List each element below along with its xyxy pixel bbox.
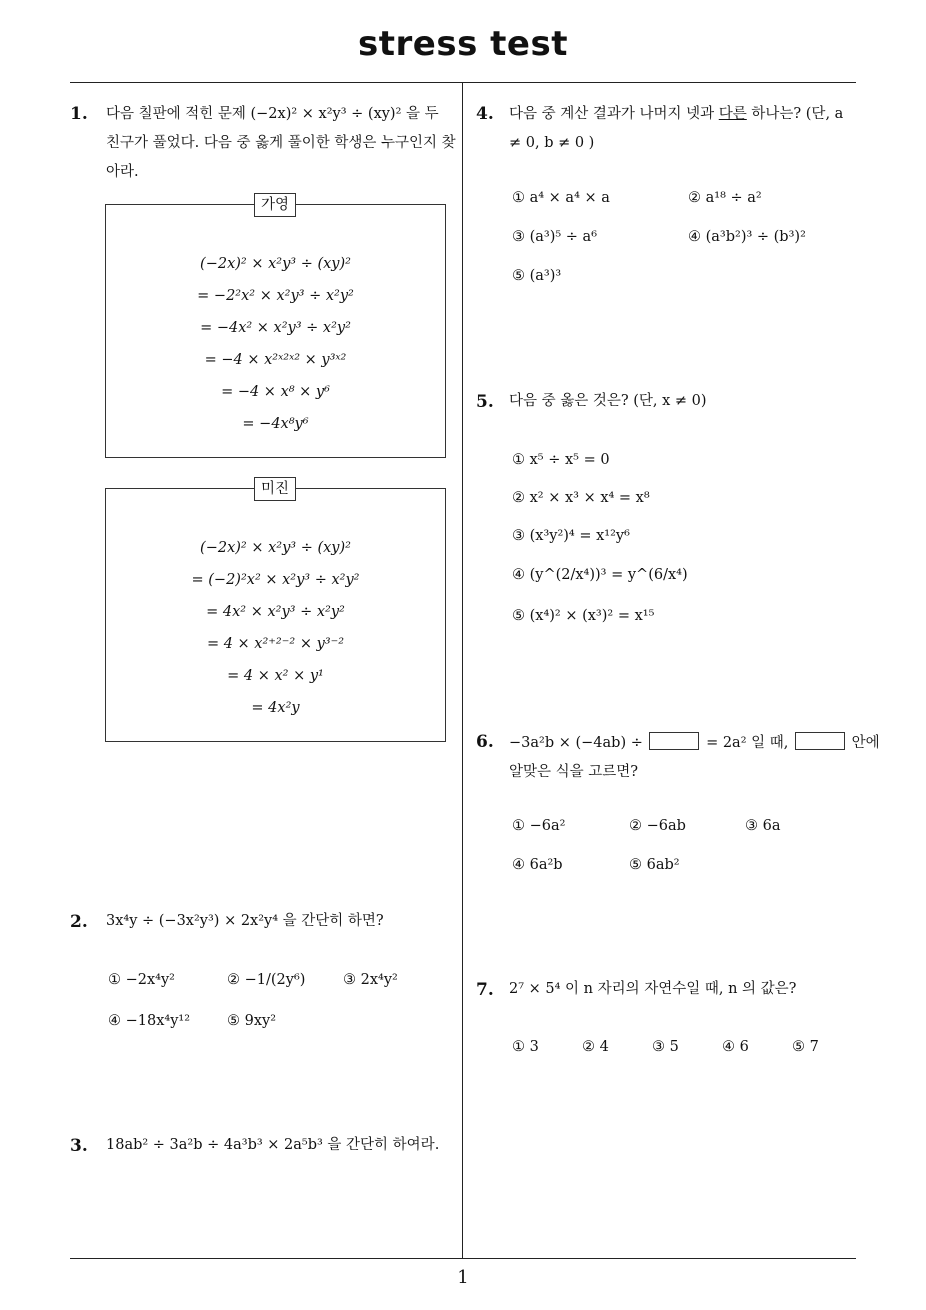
mijin-line-2: = (−2)²x² × x²y³ ÷ x²y² xyxy=(191,572,360,588)
question-5-text: 다음 중 옳은 것은? (단, x ≠ 0) xyxy=(509,393,707,409)
q6-expression: −3a²b × (−4ab) ÷ xyxy=(509,735,643,751)
q2-option-3[interactable]: ③ 2x⁴y² xyxy=(343,972,398,988)
column-divider xyxy=(462,83,463,1258)
q4-option-4[interactable]: ④ (a³b²)³ ÷ (b³)² xyxy=(688,229,806,245)
question-2-number: 2. xyxy=(70,912,88,932)
q6-option-1[interactable]: ① −6a² xyxy=(512,818,566,834)
q5-option-5[interactable]: ⑤ (x⁴)² × (x³)² = x¹⁵ xyxy=(512,608,655,624)
q2-option-4[interactable]: ④ −18x⁴y¹² xyxy=(108,1013,191,1029)
question-7-text: 2⁷ × 5⁴ 이 n 자리의 자연수일 때, n 의 값은? xyxy=(509,981,797,997)
gayoung-line-4: = −4 × x²ˣ²ˣ² × y³ˣ² xyxy=(204,352,347,368)
mijin-line-5: = 4 × x² × y¹ xyxy=(227,668,324,684)
question-6-number: 6. xyxy=(476,732,494,752)
mijin-line-3: = 4x² × x²y³ ÷ x²y² xyxy=(206,604,345,620)
q4-text-end: 하나는? (단, a ≠ 0, b ≠ 0 ) xyxy=(509,106,844,151)
q6-option-5[interactable]: ⑤ 6ab² xyxy=(629,857,680,873)
mijin-line-6: = 4x²y xyxy=(251,700,300,716)
q5-option-2[interactable]: ② x² × x³ × x⁴ = x⁸ xyxy=(512,490,650,506)
q5-option-1[interactable]: ① x⁵ ÷ x⁵ = 0 xyxy=(512,452,610,468)
q2-option-1[interactable]: ① −2x⁴y² xyxy=(108,972,175,988)
solution-box-mijin xyxy=(105,481,446,742)
q5-option-4[interactable]: ④ (y^(2/x⁴))³ = y^(6/x⁴) xyxy=(512,567,688,583)
question-6-text-line-2: 알맞은 식을 고르면? xyxy=(509,764,639,780)
gayoung-line-2: = −2²x² × x²y³ ÷ x²y² xyxy=(197,288,354,304)
q6-equals: = 2a² 일 때, xyxy=(706,735,789,751)
q4-option-1[interactable]: ① a⁴ × a⁴ × a xyxy=(512,190,610,206)
question-1-text: 다음 칠판에 적힌 문제 (−2x)² × x²y³ ÷ (xy)² 을 두 친구가 풀었다. 다음 중 옳게 풀이한 학생은 누구인지 찾아라. xyxy=(106,106,456,180)
q6-option-3[interactable]: ③ 6a xyxy=(745,818,781,834)
solution-box-gayoung xyxy=(105,197,446,458)
q7-option-2[interactable]: ② 4 xyxy=(582,1039,609,1055)
gayoung-line-5: = −4 × x⁸ × y⁶ xyxy=(221,384,330,400)
q6-option-2[interactable]: ② −6ab xyxy=(629,818,686,834)
q4-text-start: 다음 중 계산 결과가 나머지 넷과 xyxy=(509,106,719,122)
q2-option-2[interactable]: ② −1/(2y⁶) xyxy=(227,972,306,988)
solution-box-gayoung-label: 가영 xyxy=(254,193,296,217)
solution-box-mijin-label: 미진 xyxy=(254,477,296,501)
page-number: 1 xyxy=(457,1267,469,1288)
q2-option-5[interactable]: ⑤ 9xy² xyxy=(227,1013,277,1029)
q6-blank-box-2 xyxy=(795,732,845,750)
q7-option-4[interactable]: ④ 6 xyxy=(722,1039,749,1055)
q7-option-1[interactable]: ① 3 xyxy=(512,1039,539,1055)
page-title: stress test xyxy=(358,24,568,64)
mijin-line-1: (−2x)² × x²y³ ÷ (xy)² xyxy=(200,540,351,556)
q4-option-3[interactable]: ③ (a³)⁵ ÷ a⁶ xyxy=(512,229,598,245)
question-4-number: 4. xyxy=(476,104,494,124)
top-rule xyxy=(70,82,856,83)
q5-option-3[interactable]: ③ (x³y²)⁴ = x¹²y⁶ xyxy=(512,528,630,544)
question-3-text: 18ab² ÷ 3a²b ÷ 4a³b³ × 2a⁵b³ 을 간단히 하여라. xyxy=(106,1137,440,1153)
q4-option-2[interactable]: ② a¹⁸ ÷ a² xyxy=(688,190,762,206)
question-4-text xyxy=(509,100,859,158)
mijin-line-4: = 4 × x²⁺²⁻² × y³⁻² xyxy=(206,636,345,652)
bottom-rule xyxy=(70,1258,856,1259)
question-7-number: 7. xyxy=(476,980,494,1000)
q6-inside: 안에 xyxy=(851,735,880,751)
question-3-number: 3. xyxy=(70,1136,88,1156)
q4-underlined-word: 다른 xyxy=(718,106,747,122)
question-2-text: 3x⁴y ÷ (−3x²y³) × 2x²y⁴ 을 간단히 하면? xyxy=(106,913,384,929)
question-5-number: 5. xyxy=(476,392,494,412)
q4-option-5[interactable]: ⑤ (a³)³ xyxy=(512,268,562,284)
gayoung-line-1: (−2x)² × x²y³ ÷ (xy)² xyxy=(200,256,351,272)
gayoung-line-6: = −4x⁸y⁶ xyxy=(242,416,309,432)
q7-option-5[interactable]: ⑤ 7 xyxy=(792,1039,819,1055)
q6-blank-box-1 xyxy=(649,732,699,750)
q7-option-3[interactable]: ③ 5 xyxy=(652,1039,679,1055)
question-1-number: 1. xyxy=(70,104,88,124)
gayoung-line-3: = −4x² × x²y³ ÷ x²y² xyxy=(200,320,351,336)
question-6-text xyxy=(509,729,880,758)
q6-option-4[interactable]: ④ 6a²b xyxy=(512,857,563,873)
